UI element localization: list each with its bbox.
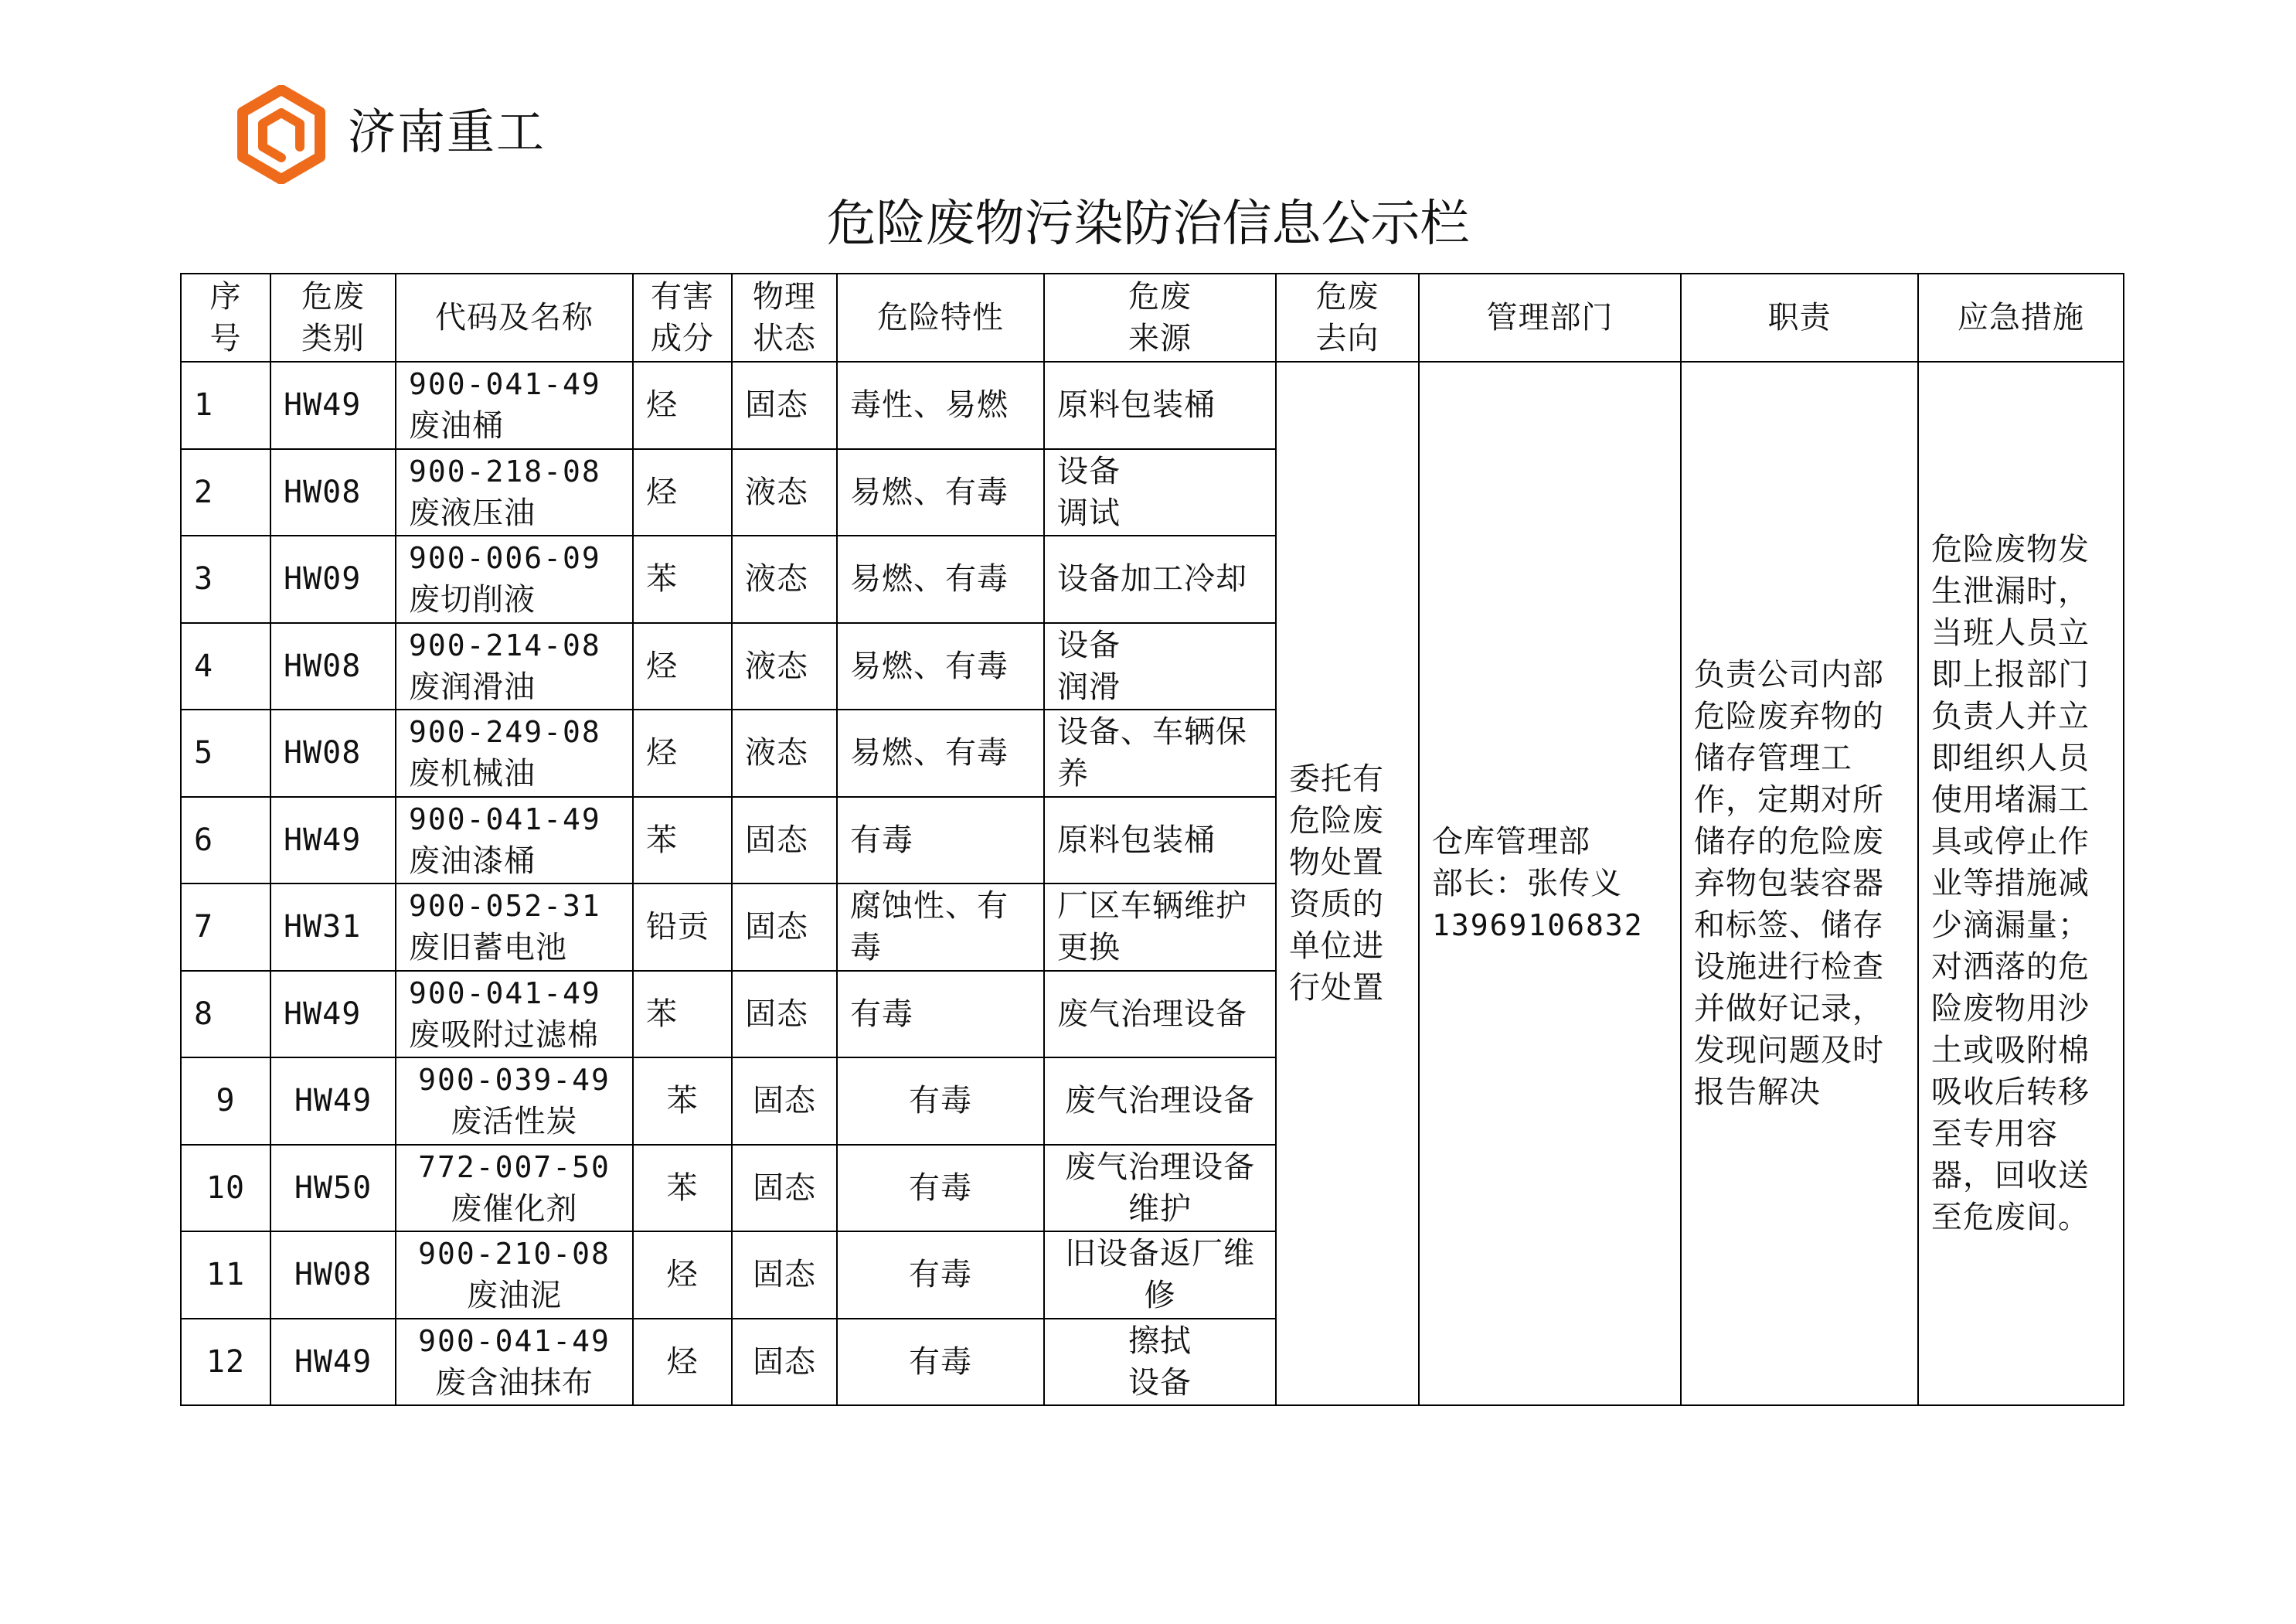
row-hazard: 有毒 (837, 1145, 1044, 1232)
row-code: 900-041-49 (409, 802, 601, 836)
row-source: 设备 调试 (1044, 449, 1276, 536)
header-harmful: 有害 成分 (633, 274, 732, 362)
row-category: HW08 (270, 1231, 396, 1319)
row-code-name (396, 449, 633, 536)
row-source: 废气治理设备 (1044, 971, 1276, 1058)
row-code: 900-214-08 (409, 628, 601, 662)
row-seq: 10 (181, 1145, 270, 1232)
row-hazard: 毒性、易燃 (837, 362, 1044, 449)
row-harmful: 苯 (633, 536, 732, 623)
row-code-name (396, 1319, 633, 1406)
header-category: 危废 类别 (270, 274, 396, 362)
department-phone: 13969106832 (1432, 908, 1644, 942)
row-seq: 8 (181, 971, 270, 1058)
row-name: 废液压油 (409, 495, 536, 531)
row-harmful: 烃 (633, 449, 732, 536)
row-source: 设备加工冷却 (1044, 536, 1276, 623)
row-hazard: 有毒 (837, 1057, 1044, 1145)
row-category: HW08 (270, 710, 396, 797)
row-code-name (396, 623, 633, 710)
row-hazard: 有毒 (837, 1319, 1044, 1406)
brand-name: 济南重工 (348, 104, 546, 160)
row-code-name (396, 971, 633, 1058)
row-category: HW49 (270, 1319, 396, 1406)
row-code-name (396, 883, 633, 971)
row-category: HW49 (270, 971, 396, 1058)
row-hazard: 腐蚀性、有毒 (837, 883, 1044, 971)
row-state: 固态 (732, 1231, 837, 1319)
row-category: HW49 (270, 362, 396, 449)
row-name: 废吸附过滤棉 (409, 1016, 599, 1053)
row-code: 900-041-49 (409, 975, 601, 1010)
row-hazard: 有毒 (837, 797, 1044, 884)
row-state: 固态 (732, 883, 837, 971)
header-source: 危废 来源 (1044, 274, 1276, 362)
row-source: 厂区车辆维护更换 (1044, 883, 1276, 971)
row-state: 液态 (732, 536, 837, 623)
row-seq: 1 (181, 362, 270, 449)
row-name: 废活性炭 (451, 1104, 578, 1140)
row-seq: 7 (181, 883, 270, 971)
row-code: 900-006-09 (409, 541, 601, 576)
row-code-name (396, 797, 633, 884)
row-harmful: 烃 (633, 1231, 732, 1319)
row-source: 旧设备返厂维 修 (1044, 1231, 1276, 1319)
row-seq: 4 (181, 623, 270, 710)
destination-cell: 委托有危险废物处置资质的单位进行处置 (1276, 362, 1419, 1405)
row-seq: 5 (181, 710, 270, 797)
row-state: 固态 (732, 1145, 837, 1232)
row-harmful: 苯 (633, 1057, 732, 1145)
row-source: 原料包装桶 (1044, 362, 1276, 449)
header-duty: 职责 (1681, 274, 1918, 362)
row-seq: 6 (181, 797, 270, 884)
row-code: 900-210-08 (418, 1237, 611, 1272)
row-code: 900-249-08 (409, 715, 601, 750)
row-category: HW50 (270, 1145, 396, 1232)
row-source: 废气治理设备 维护 (1044, 1145, 1276, 1232)
row-hazard: 易燃、有毒 (837, 536, 1044, 623)
row-state: 固态 (732, 1057, 837, 1145)
row-hazard: 易燃、有毒 (837, 449, 1044, 536)
row-harmful: 烃 (633, 710, 732, 797)
row-harmful: 苯 (633, 971, 732, 1058)
row-source: 原料包装桶 (1044, 797, 1276, 884)
row-category: HW49 (270, 1057, 396, 1145)
row-harmful: 铅贡 (633, 883, 732, 971)
row-state: 液态 (732, 623, 837, 710)
row-name: 废催化剂 (451, 1190, 578, 1227)
row-name: 废含油抹布 (435, 1364, 594, 1401)
row-hazard: 有毒 (837, 971, 1044, 1058)
header-hazard: 危险特性 (837, 274, 1044, 362)
row-state: 固态 (732, 362, 837, 449)
department-name: 仓库管理部 (1432, 824, 1590, 860)
row-seq: 2 (181, 449, 270, 536)
header-department: 管理部门 (1419, 274, 1681, 362)
row-hazard: 易燃、有毒 (837, 623, 1044, 710)
row-state: 液态 (732, 710, 837, 797)
row-category: HW08 (270, 623, 396, 710)
row-code-name (396, 362, 633, 449)
row-state: 固态 (732, 971, 837, 1058)
header-emergency: 应急措施 (1918, 274, 2124, 362)
hazardous-waste-table (180, 273, 2124, 1406)
row-source: 设备 润滑 (1044, 623, 1276, 710)
row-state: 固态 (732, 1319, 837, 1406)
duty-cell: 负责公司内部危险废弃物的储存管理工作，定期对所储存的危险废弃物包装容器和标签、储存设施进行检查并做好记录，发现问题及时报告解决 (1681, 362, 1918, 1405)
row-source: 废气治理设备 (1044, 1057, 1276, 1145)
row-harmful: 苯 (633, 1145, 732, 1232)
row-code: 900-218-08 (409, 454, 601, 489)
header-seq: 序 号 (181, 274, 270, 362)
row-category: HW09 (270, 536, 396, 623)
row-name: 废机械油 (409, 756, 536, 792)
row-state: 固态 (732, 797, 837, 884)
table-header-row (181, 274, 2124, 362)
row-code-name (396, 536, 633, 623)
department-cell (1419, 362, 1681, 1405)
header-code-name: 代码及名称 (396, 274, 633, 362)
row-harmful: 烃 (633, 1319, 732, 1406)
row-seq: 12 (181, 1319, 270, 1406)
row-source: 擦拭 设备 (1044, 1319, 1276, 1406)
row-code: 900-041-49 (409, 367, 601, 402)
row-code-name (396, 1231, 633, 1319)
row-name: 废油泥 (467, 1278, 562, 1314)
row-category: HW49 (270, 797, 396, 884)
row-code: 900-052-31 (409, 889, 601, 924)
row-harmful: 苯 (633, 797, 732, 884)
row-harmful: 烃 (633, 623, 732, 710)
header-state: 物理 状态 (732, 274, 837, 362)
row-category: HW31 (270, 883, 396, 971)
row-state: 液态 (732, 449, 837, 536)
row-code: 900-041-49 (418, 1323, 611, 1358)
emergency-cell: 危险废物发生泄漏时，当班人员立即上报部门负责人并立即组织人员使用堵漏工具或停止作业等措施减少滴漏量；对洒落的危险废物用沙土或吸附棉吸收后转移至专用容器，回收送至危废间。 (1918, 362, 2124, 1405)
row-seq: 3 (181, 536, 270, 623)
row-name: 废油桶 (409, 408, 504, 444)
row-code-name (396, 1057, 633, 1145)
row-category: HW08 (270, 449, 396, 536)
row-name: 废油漆桶 (409, 843, 536, 879)
row-source: 设备、车辆保养 (1044, 710, 1276, 797)
row-code: 772-007-50 (418, 1149, 611, 1184)
row-seq: 11 (181, 1231, 270, 1319)
row-seq: 9 (181, 1057, 270, 1145)
page-title: 危险废物污染防治信息公示栏 (826, 196, 1470, 253)
department-head: 部长：张传义 (1432, 866, 1622, 901)
row-name: 废旧蓄电池 (409, 930, 567, 966)
row-name: 废切削液 (409, 582, 536, 618)
row-name: 废润滑油 (409, 669, 536, 705)
table-row (181, 362, 2124, 449)
company-logo-icon (232, 85, 331, 184)
row-hazard: 有毒 (837, 1231, 1044, 1319)
row-harmful: 烃 (633, 362, 732, 449)
row-code: 900-039-49 (418, 1063, 611, 1098)
row-code-name (396, 710, 633, 797)
row-code-name (396, 1145, 633, 1232)
header-destination: 危废 去向 (1276, 274, 1419, 362)
row-hazard: 易燃、有毒 (837, 710, 1044, 797)
